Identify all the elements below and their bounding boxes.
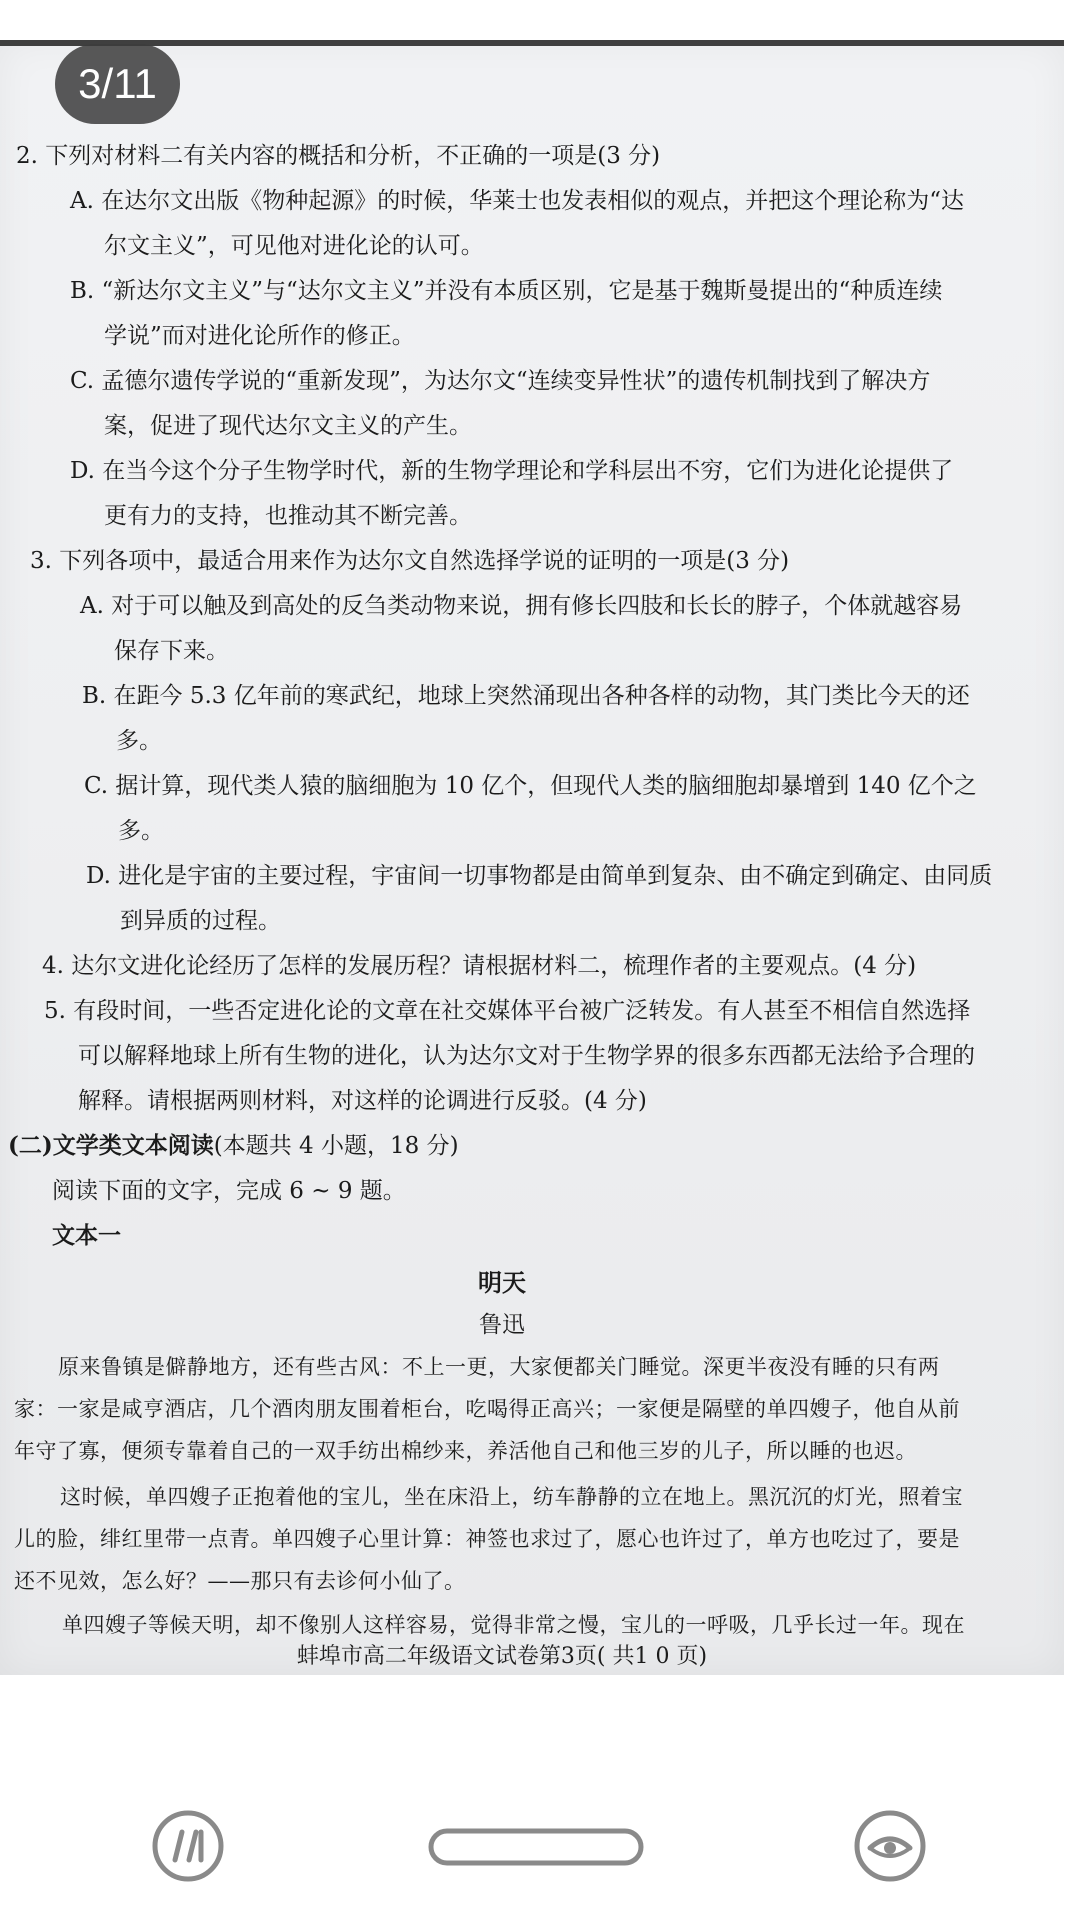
page-top-edge	[0, 40, 1064, 46]
exam-page-photo	[0, 40, 1064, 1675]
section-2-title: (二)文学类文本阅读	[8, 1132, 214, 1159]
q2-option-b-line2: 学说”而对进化论所作的修正。	[104, 323, 415, 349]
story-title: 明天	[478, 1268, 526, 1297]
question-4: 4. 达尔文进化论经历了怎样的发展历程？请根据材料二，梳理作者的主要观点。(4 分)	[42, 953, 917, 979]
q3-option-c-line1: C. 据计算，现代类人猿的脑细胞为 10 亿个，但现代人类的脑细胞却暴增到 140 亿个之	[84, 773, 977, 799]
story-p2-line3: 还不见效，怎么好？——那只有去诊何小仙了。	[14, 1569, 466, 1593]
q3-option-b-line2: 多。	[116, 728, 162, 754]
eye-toggle-button[interactable]	[852, 1808, 928, 1884]
pause-icon	[150, 1808, 226, 1884]
q2-option-b-line1: B. “新达尔文主义”与“达尔文主义”并没有本质区别，它是基于魏斯曼提出的“种质连续	[70, 278, 943, 304]
q3-option-c-line2: 多。	[118, 818, 164, 844]
section-2-note: (本题共 4 小题，18 分)	[213, 1133, 459, 1159]
q3-option-b-line1: B. 在距今 5.3 亿年前的寒武纪，地球上突然涌现出各种各样的动物，其门类比今天的还	[82, 683, 970, 709]
q2-option-a-line2: 尔文主义”，可见他对进化论的认可。	[104, 233, 484, 259]
q2-option-c-line2: 案，促进了现代达尔文主义的产生。	[104, 413, 472, 439]
question-2-stem: 2. 下列对材料二有关内容的概括和分析，不正确的一项是(3 分)	[16, 143, 661, 169]
question-5-line1: 5. 有段时间，一些否定进化论的文章在社交媒体平台被广泛转发。有人甚至不相信自然选择	[44, 998, 971, 1024]
q3-option-d-line2: 到异质的过程。	[120, 908, 281, 934]
story-author: 鲁迅	[479, 1312, 525, 1338]
home-button[interactable]	[428, 1828, 644, 1866]
eye-toggle-icon	[852, 1808, 928, 1884]
bottom-navigation-bar	[0, 1780, 1080, 1900]
text-one-label: 文本一	[52, 1222, 121, 1249]
story-p1-line1: 原来鲁镇是僻静地方，还有些古风：不上一更，大家便都关门睡觉。深更半夜没有睡的只有两	[58, 1355, 940, 1379]
page-counter-badge: 3/11	[55, 44, 180, 124]
section-2-heading	[8, 1125, 1024, 1167]
q2-option-d-line1: D. 在当今这个分子生物学时代，新的生物学理论和学科层出不穷，它们为进化论提供了	[70, 458, 954, 484]
story-p1-line3: 年守了寡，便须专靠着自己的一双手纺出棉纱来，养活他自己和他三岁的儿子，所以睡的也迟。	[14, 1439, 917, 1463]
story-p3-line1: 单四嫂子等候天明，却不像别人这样容易，觉得非常之慢，宝儿的一呼吸，几乎长过一年。现在	[62, 1613, 965, 1637]
story-p2-line2: 儿的脸，绯红里带一点青。单四嫂子心里计算：神签也求过了，愿心也许过了，单方也吃过了，要是	[14, 1527, 960, 1551]
story-p1-line2: 家：一家是咸亨酒店，几个酒肉朋友围着柜台，吃喝得正高兴；一家便是隔壁的单四嫂子，他自从前	[14, 1397, 960, 1421]
page-footer: 蚌埠市高二年级语文试卷第3页( 共1 0 页)	[296, 1644, 708, 1669]
q2-option-a-line1: A. 在达尔文出版《物种起源》的时候，华莱士也发表相似的观点，并把这个理论称为“达	[70, 188, 964, 214]
q3-option-a-line2: 保存下来。	[114, 638, 229, 664]
q2-option-d-line2: 更有力的支持，也推动其不断完善。	[104, 503, 472, 529]
q3-option-a-line1: A. 对于可以触及到高处的反刍类动物来说，拥有修长四肢和长长的脖子，个体就越容易	[80, 593, 963, 619]
q2-option-c-line1: C. 孟德尔遗传学说的“重新发现”，为达尔文“连续变异性状”的遗传机制找到了解决方	[70, 368, 931, 394]
section-2-instruction: 阅读下面的文字，完成 6 ~ 9 题。	[52, 1178, 406, 1204]
question-5-line2: 可以解释地球上所有生物的进化，认为达尔文对于生物学界的很多东西都无法给予合理的	[78, 1043, 975, 1069]
question-5-line3: 解释。请根据两则材料，对这样的论调进行反驳。(4 分)	[78, 1088, 647, 1114]
q3-option-d-line1: D. 进化是宇宙的主要过程，宇宙间一切事物都是由简单到复杂、由不确定到确定、由同质	[86, 863, 993, 889]
question-3-stem: 3. 下列各项中，最适合用来作为达尔文自然选择学说的证明的一项是(3 分)	[30, 548, 790, 574]
home-pill-icon	[428, 1828, 644, 1866]
pause-button[interactable]	[150, 1808, 226, 1884]
story-p2-line1: 这时候，单四嫂子正抱着他的宝儿，坐在床沿上，纺车静静的立在地上。黑沉沉的灯光，照着宝	[60, 1485, 963, 1509]
